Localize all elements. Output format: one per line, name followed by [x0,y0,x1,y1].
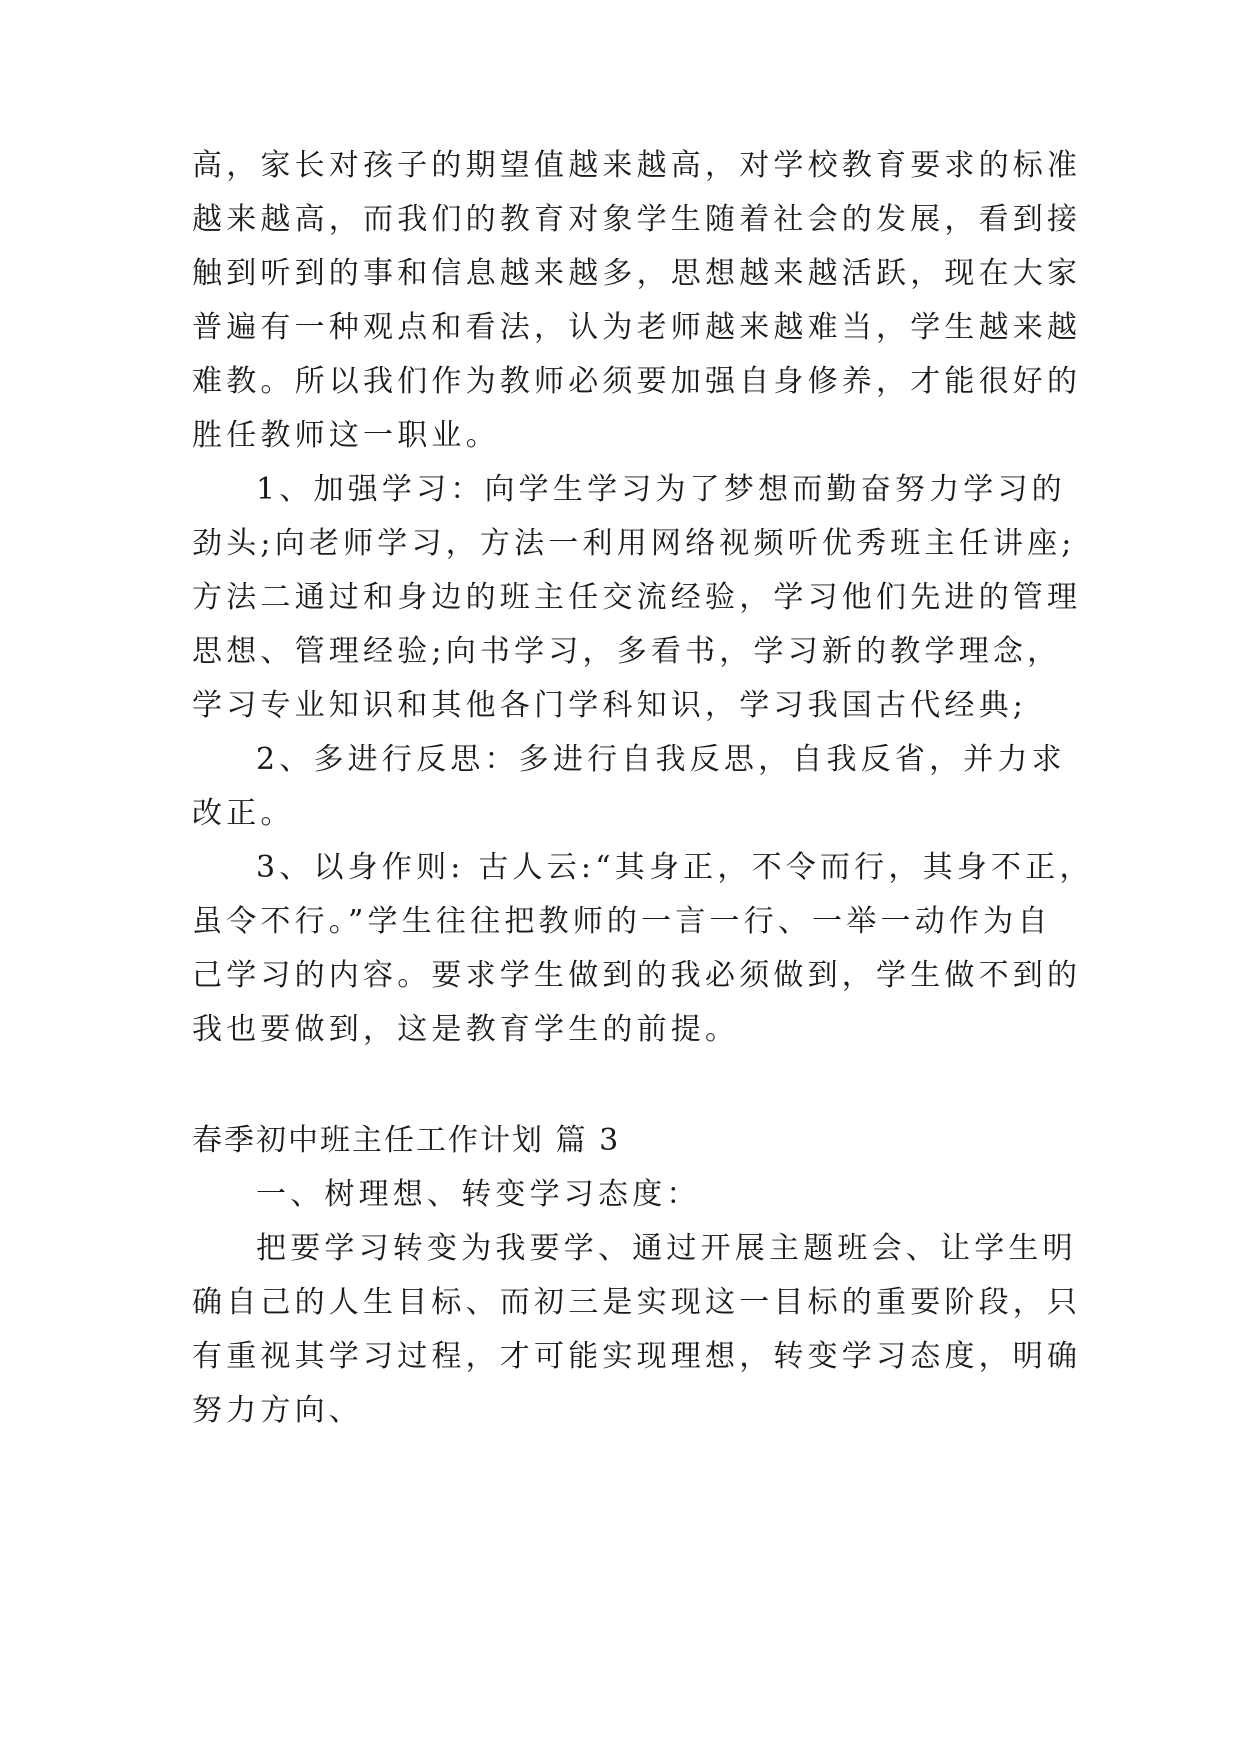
paragraph-1-line-3: 触到听到的事和信息越来越多，思想越来越活跃，现在大家 [192,256,1082,291]
section-heading: 春季初中班主任工作计划 篇 3 [192,1123,621,1158]
paragraph-3-line-1: 2、多进行反思：多进行自我反思，自我反省，并力求 [256,742,1066,777]
paragraph-5-line-1: 把要学习转变为我要学、通过开展主题班会、让学生明 [256,1231,1077,1266]
paragraph-2-line-4: 思想、管理经验;向书学习，多看书，学习新的教学理念， [192,634,1062,669]
paragraph-5-line-3: 有重视其学习过程，才可能实现理想，转变学习态度，明确 [192,1339,1082,1374]
paragraph-2-line-1: 1、加强学习：向学生学习为了梦想而勤奋努力学习的 [256,472,1066,507]
paragraph-4-line-4: 我也要做到，这是教育学生的前提。 [192,1012,740,1047]
paragraph-2-line-5: 学习专业知识和其他各门学科知识，学习我国古代经典; [192,688,1028,723]
paragraph-3-line-2: 改正。 [192,796,295,831]
paragraph-4-line-1: 3、以身作则: 古人云:“其身正，不令而行，其身不正， [256,850,1094,885]
paragraph-2-line-2: 劲头;向老师学习，方法一利用网络视频听优秀班主任讲座; [192,526,1076,561]
paragraph-5-line-2: 确自己的人生目标、而初三是实现这一目标的重要阶段，只 [192,1285,1082,1320]
paragraph-4-line-3: 己学习的内容。要求学生做到的我必须做到，学生做不到的 [192,958,1082,993]
paragraph-1-line-2: 越来越高，而我们的教育对象学生随着社会的发展，看到接 [192,202,1082,237]
paragraph-1-line-4: 普遍有一种观点和看法，认为老师越来越难当，学生越来越 [192,310,1082,345]
paragraph-4-line-2: 虽令不行。”学生往往把教师的一言一行、一举一动作为自 [192,904,1052,939]
paragraph-5-line-4: 努力方向、 [192,1393,363,1428]
subheading: 一、树理想、转变学习态度： [256,1177,701,1212]
paragraph-1-line-6: 胜任教师这一职业。 [192,418,500,453]
paragraph-1-line-1: 高，家长对孩子的期望值越来越高，对学校教育要求的标准 [192,148,1082,183]
paragraph-1-line-5: 难教。所以我们作为教师必须要加强自身修养，才能很好的 [192,364,1082,399]
paragraph-2-line-3: 方法二通过和身边的班主任交流经验，学习他们先进的管理 [192,580,1082,615]
